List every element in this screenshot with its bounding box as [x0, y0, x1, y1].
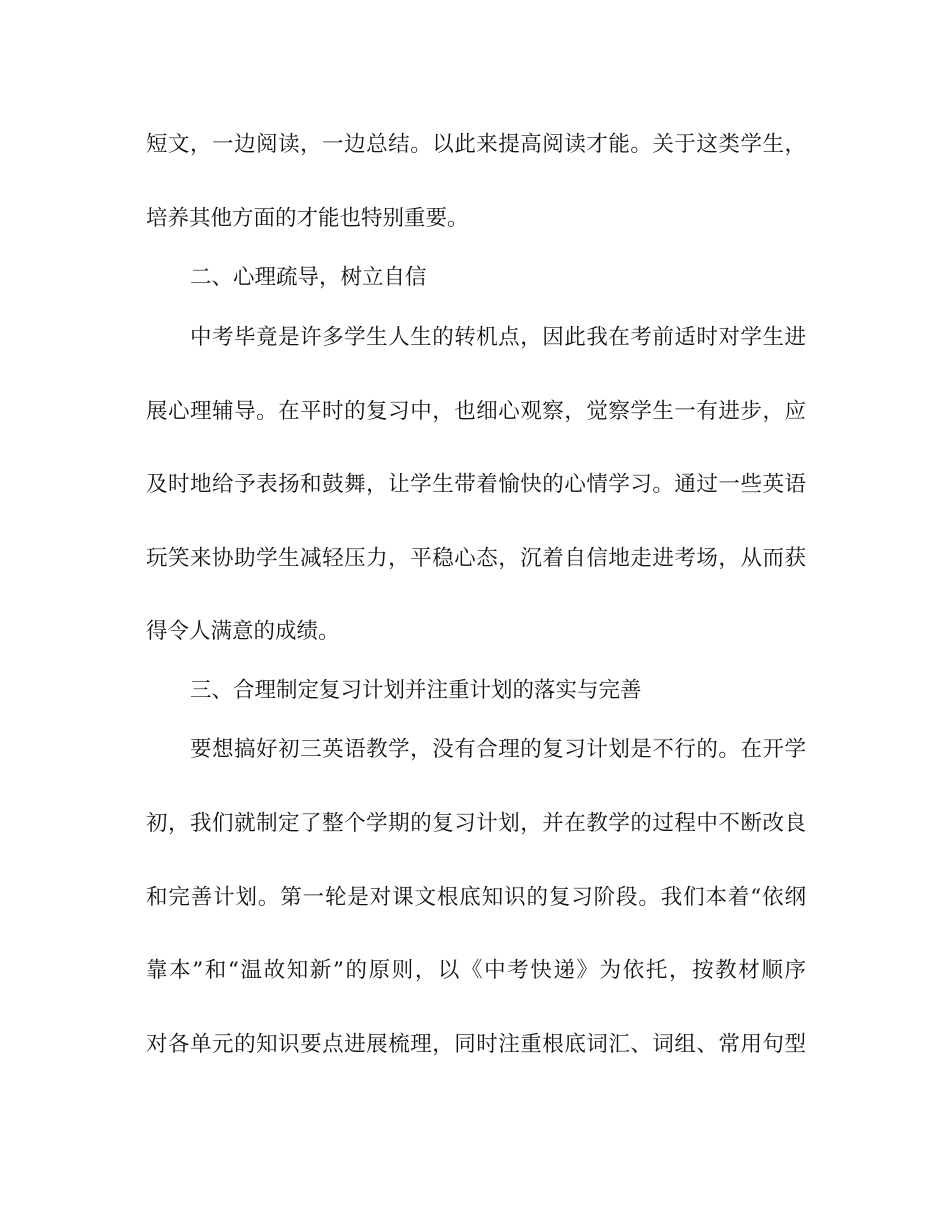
- paragraph-line: 短文，一边阅读，一边总结。以此来提高阅读才能。关于这类学生，: [146, 132, 806, 157]
- paragraph-line: 对各单元的知识要点进展梳理，同时注重根底词汇、词组、常用句型: [146, 1032, 806, 1057]
- paragraph-line: 和完善计划。第一轮是对课文根底知识的复习阶段。我们本着“依纲: [146, 885, 806, 910]
- paragraph-line: 得令人满意的成绩。: [146, 619, 340, 644]
- paragraph-line: 及时地给予表扬和鼓舞，让学生带着愉快的心情学习。通过一些英语: [146, 472, 806, 497]
- paragraph-line: 初，我们就制定了整个学期的复习计划，并在教学的过程中不断改良: [146, 811, 806, 836]
- section-heading: 二、心理疏导，树立自信: [190, 265, 427, 290]
- section-heading: 三、合理制定复习计划并注重计划的落实与完善: [190, 678, 642, 703]
- paragraph-line: 靠本”和“温故知新”的原则，以《中考快递》为依托，按教材顺序: [146, 958, 806, 983]
- paragraph-line: 中考毕竟是许多学生人生的转机点，因此我在考前适时对学生进: [190, 325, 806, 350]
- paragraph-line: 玩笑来协助学生减轻压力，平稳心态，沉着自信地走进考场，从而获: [146, 546, 806, 571]
- paragraph-line: 要想搞好初三英语教学，没有合理的复习计划是不行的。在开学: [190, 737, 806, 762]
- paragraph-line: 展心理辅导。在平时的复习中，也细心观察，觉察学生一有进步，应: [146, 399, 806, 424]
- paragraph-line: 培养其他方面的才能也特别重要。: [146, 206, 469, 231]
